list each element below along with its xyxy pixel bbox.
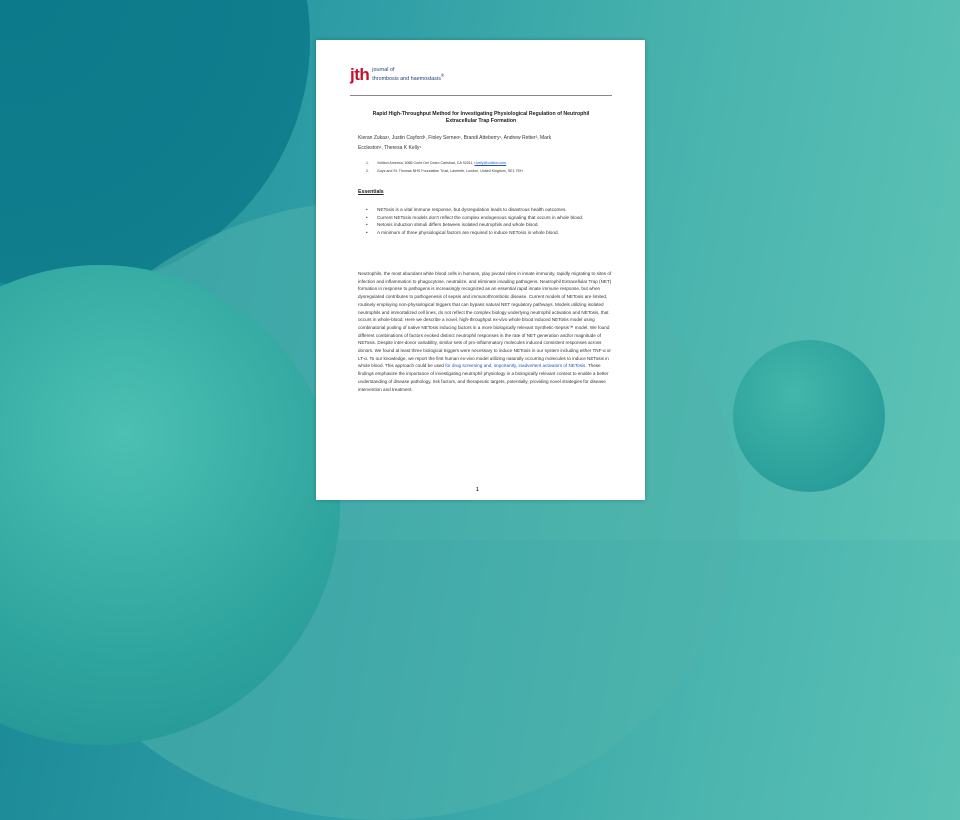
authors-line1: Kieran Zukas¹, Justin Cayford¹, Finley Serneo¹, Brandi Atteberry¹, Andrew Retter², Mark	[358, 135, 552, 141]
journal-name-line2: thrombosis and haemostasis	[372, 75, 441, 82]
essentials-heading: Essentials	[358, 189, 384, 195]
trademark-symbol: ®	[440, 73, 445, 79]
document-page	[316, 40, 645, 500]
essentials-item: • Netosis induction stimuli differs between isolated neutrophils and whole blood.	[366, 221, 618, 229]
authors-line2: Eccleston¹, Theresa K Kelly¹	[358, 145, 421, 151]
journal-logo	[350, 66, 444, 83]
journal-name-line1: journal of	[372, 67, 395, 74]
abstract-paragraph	[358, 270, 616, 393]
essentials-item: • A minimum of three physiological factors are required to induce NETosis in whole blood.	[366, 229, 618, 237]
email-link[interactable]: t.kelly@volition.com	[474, 161, 507, 165]
affiliation-item	[366, 167, 626, 175]
header-divider	[350, 95, 612, 96]
bg-circle-right	[733, 340, 885, 492]
paper-title-line2: Extracellular Trap Formation	[445, 118, 517, 124]
paper-title	[356, 111, 606, 125]
affiliation-item	[366, 159, 626, 167]
affiliation-number: 1.	[366, 161, 369, 165]
affiliation-number: 2.	[366, 169, 369, 173]
essentials-item: • NETosis is a vital immune response, but dysregulation leads to disastrous health outcomes.	[366, 206, 618, 214]
abstract-text-part1: Neutrophils, the most abundant white blood cells in humans, play pivotal roles in innate immunity, rapidly migrating to sites of infection and inflammation to phagocytose, neutralize, and eliminate invading pathogens. Neutrophil Extracellular Trap (NET) formation in response to pathogens is increasingly recognized as an essential rapid innate immune response, but when dysregulated contributes to pathogenesis of sepsis and immunothrombotic disease. Current models of NETosis are limited, routinely employing non-physiological triggers that can bypass natural NET regulatory pathways. Models utilizing isolated neutrophils and immortalized cell lines, do not reflect the complex biology underlying neutrophil activation and NETosis, that occurs in whole-blood. Here we describe a novel, high-throughput ex-vivo whole blood induced NETosis model using combinatorial pooling of native NETosis inducing factors in a more biologically relevant Synthetic-Sepsis™ model. We found different combinations of factors evoked distinct neutrophil responses in the rate of NET generation and/or magnitude of NETosis. Despite inter-donor variability, similar sets of pro-inflammatory molecules induced consistent responses across donors. We found at least three biological triggers were necessary to induce NETosis in our system including either TNF-α or LT-α. To our knowledge, we report the first human ex-vivo model utilizing naturally occurring molecules to induce NETosis in whole blood. This approach could be used	[358, 271, 612, 369]
paper-title-line1: Rapid High-Throughput Method for Investigating Physiological Regulation of Neutrophil	[372, 111, 590, 117]
affiliation-text: Volition America, 6086 Corte Del Cedro Carlsbad, CA 92011,	[377, 161, 475, 165]
essentials-item: • Current NETosis models don't reflect the complex endogenous signaling that occurs in whole blood.	[366, 214, 618, 222]
author-list	[358, 133, 608, 153]
page-number: 1	[476, 487, 479, 493]
affiliation-list	[366, 159, 626, 175]
essentials-list	[366, 206, 618, 237]
affiliation-text: Guys and St. Thomas NHS Foundation Trust, Lambeth, London, United Kingdom, SE1 7EH	[377, 169, 523, 173]
journal-logo-mark: jth	[350, 65, 370, 84]
journal-name	[372, 67, 444, 82]
abstract-highlight: for drug screening and, importantly, inadvertent activators of NETosis	[445, 363, 586, 369]
abstract-text-part2: . These findings emphasize the importance of investigating neutrophil physiology in a biologically relevant context to enable a better understanding of disease pathology, risk factors, and therapeutic targets, potentially, providing novel strategies for disease intervention and treatment.	[358, 363, 609, 392]
